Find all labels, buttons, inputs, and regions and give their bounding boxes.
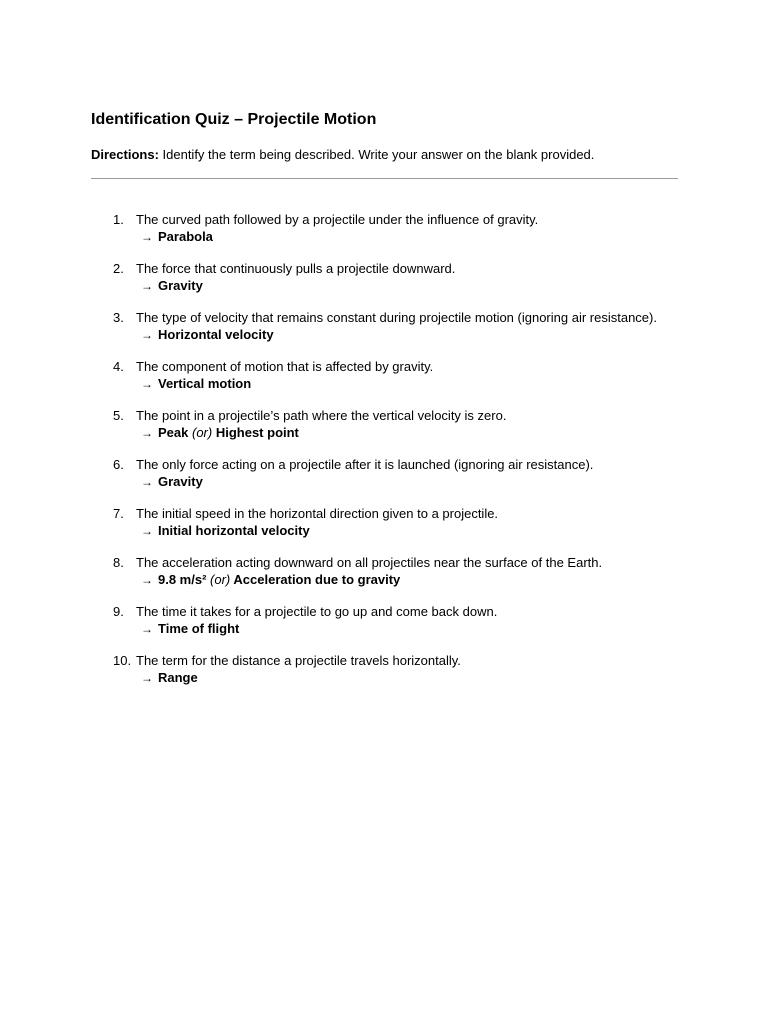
question-number: 2. [113,261,124,276]
question-item-9 [91,604,678,637]
answer-text: Range [158,669,198,685]
question-item-8 [91,555,678,588]
question-number: 9. [113,604,124,619]
arrow-icon: → [141,376,153,391]
directions [91,146,678,163]
answer [136,376,678,393]
or-connector: (or) [192,424,213,440]
question-number: 4. [113,359,124,374]
answer-text: Horizontal velocity [158,326,274,342]
question-text: The force that continuously pulls a projectile downward. [136,261,456,276]
answer-text: Time of flight [158,620,240,636]
answer-text: 9.8 m/s² [158,571,207,587]
directions-label: Directions: [91,147,159,162]
question-item-6 [91,457,678,490]
divider [91,178,678,179]
answer [136,327,678,344]
arrow-icon: → [141,229,153,244]
answer-text: Gravity [158,277,203,293]
question-number: 5. [113,408,124,423]
question-item-4 [91,359,678,392]
arrow-icon: → [141,523,153,538]
arrow-icon: → [141,670,153,685]
answer-text: Gravity [158,473,203,489]
question-item-7 [91,506,678,539]
answer-text: Parabola [158,228,213,244]
arrow-icon: → [141,474,153,489]
directions-text: Identify the term being described. Write your answer on the blank provided. [158,147,595,162]
answer-text: Initial horizontal velocity [158,522,310,538]
question-text: The only force acting on a projectile after it is launched (ignoring air resistance). [136,457,594,472]
answer-text: Vertical motion [158,375,252,391]
arrow-icon: → [141,278,153,293]
answer [136,670,678,687]
question-number: 10. [113,653,132,668]
question-number: 6. [113,457,124,472]
answer-text: Peak [158,424,189,440]
answer [136,278,678,295]
arrow-icon: → [141,327,153,342]
question-number: 1. [113,212,124,227]
quiz-page [91,110,678,702]
answer [136,474,678,491]
question-text: The type of velocity that remains constant during projectile motion (ignoring air resistance). [136,310,657,325]
question-item-2 [91,261,678,294]
page-title: Identification Quiz – Projectile Motion [91,111,377,128]
or-connector: (or) [210,571,231,587]
question-item-10 [91,653,678,686]
question-number: 7. [113,506,124,521]
question-item-5 [91,408,678,441]
question-text: The term for the distance a projectile travels horizontally. [136,653,461,668]
question-text: The curved path followed by a projectile under the influence of gravity. [136,212,539,227]
question-number: 8. [113,555,124,570]
arrow-icon: → [141,621,153,636]
question-number: 3. [113,310,124,325]
question-text: The component of motion that is affected by gravity. [136,359,434,374]
question-item-1 [91,212,678,245]
question-text: The acceleration acting downward on all projectiles near the surface of the Earth. [136,555,603,570]
question-text: The point in a projectile’s path where the vertical velocity is zero. [136,408,507,423]
question-item-3 [91,310,678,343]
answer [136,621,678,638]
arrow-icon: → [141,425,153,440]
arrow-icon: → [141,572,153,587]
answer-text-alt: Acceleration due to gravity [233,571,401,587]
answer [136,523,678,540]
answer-text-alt: Highest point [215,424,299,440]
answer [136,572,678,589]
question-text: The time it takes for a projectile to go up and come back down. [136,604,498,619]
question-list [91,212,678,686]
answer [136,425,678,442]
question-text: The initial speed in the horizontal direction given to a projectile. [136,506,499,521]
answer [136,229,678,246]
